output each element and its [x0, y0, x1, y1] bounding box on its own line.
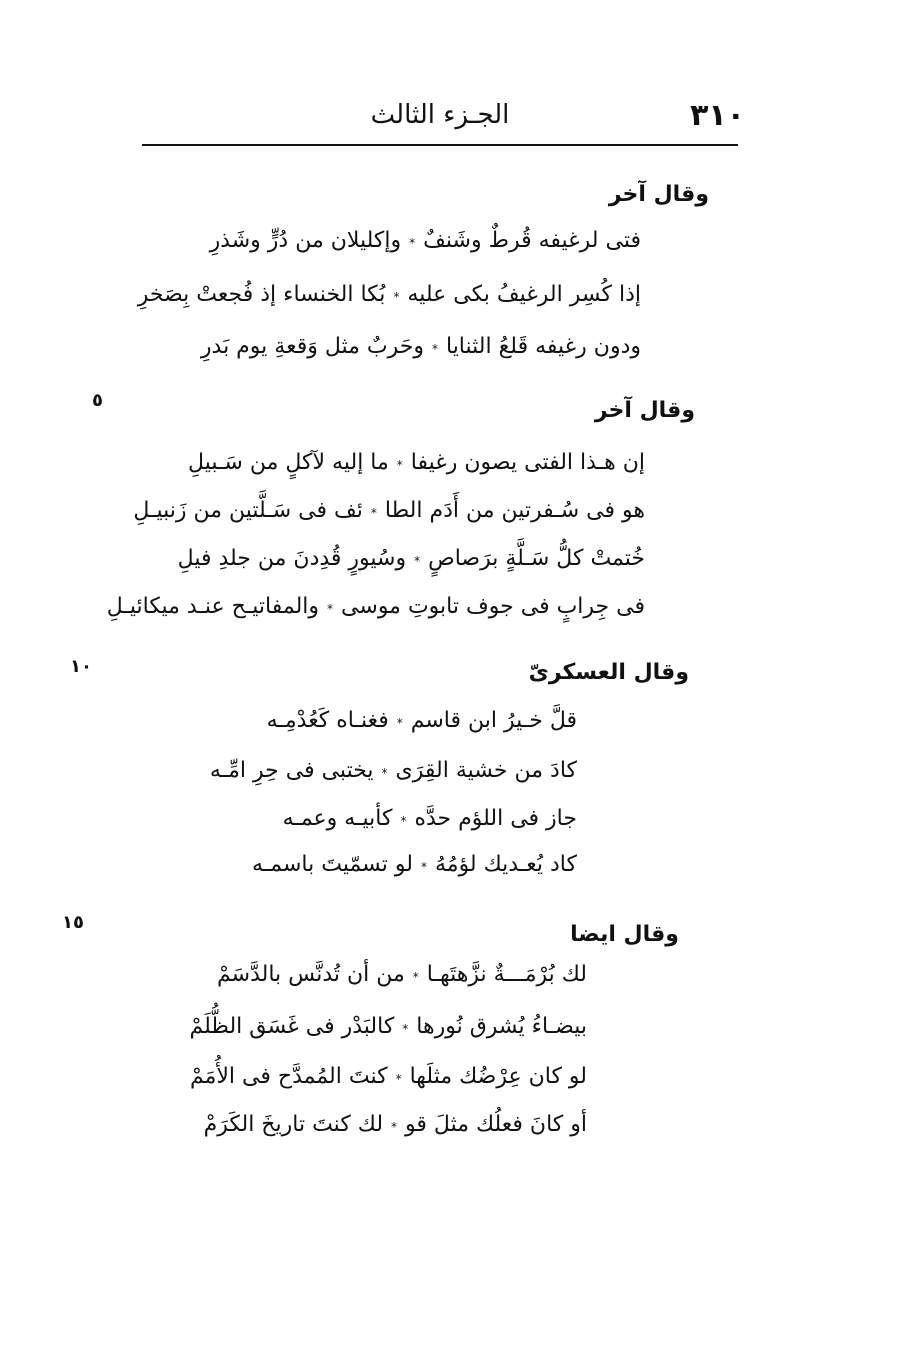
verse-separator: *	[327, 602, 334, 616]
verse-line	[107, 594, 645, 619]
verse-line	[217, 962, 587, 987]
hemistich-second: ئف فى سَـلَّتين من زَنبيـلِ	[133, 498, 363, 523]
verse-separator: *	[431, 342, 438, 356]
verse-line	[210, 228, 641, 253]
verse-line	[252, 852, 577, 877]
poem-intro: وقال آخر	[608, 182, 709, 207]
verse-separator: *	[396, 716, 403, 730]
hemistich-first: جاز فى اللؤم حدَّه	[414, 806, 577, 831]
hemistich-first: إن هـذا الفتى يصون رغيفا	[410, 450, 645, 475]
hemistich-second: لك كنتَ تاريخَ الكَرَمْ	[203, 1112, 384, 1137]
hemistich-first: فى جِرابٍ فى جوف تابوتِ موسى	[341, 594, 645, 619]
verse-separator: *	[381, 766, 388, 780]
margin-line-number: ٥	[92, 390, 103, 411]
poem-intro: وقال ايضا	[570, 922, 679, 947]
verse-line	[210, 758, 577, 783]
hemistich-second: من أن تُدنَّس بالدَّسَمْ	[217, 962, 405, 987]
poem-intro: وقال العسكرىّ	[528, 660, 689, 685]
verse-line	[133, 498, 645, 523]
margin-line-number: ١٠	[70, 656, 92, 677]
hemistich-first: بيضـاءُ يُشرق نُورها	[416, 1014, 587, 1039]
hemistich-first: كاد يُعـديك لؤمُهُ	[434, 852, 577, 877]
verse-separator: *	[370, 506, 377, 520]
verse-separator: *	[414, 554, 421, 568]
verse-line	[190, 1014, 588, 1039]
hemistich-first: أو كانَ فعلُك مثلَ قو	[405, 1112, 587, 1137]
hemistich-first: لك بُرْمَـــةٌ نزَّهتَهـا	[426, 962, 587, 987]
page-number: ٣١٠	[690, 98, 745, 133]
hemistich-first: هو فى سُـفرتين من أَدَم الطا	[384, 498, 645, 523]
verse-line	[178, 546, 645, 571]
hemistich-second: وحَربٌ مثل وَقعةِ يوم بَدرِ	[200, 334, 424, 359]
header-rule	[142, 144, 738, 146]
hemistich-second: يختبى فى حِرِ امِّـه	[209, 758, 374, 783]
hemistich-first: كادَ من خشية القِرَى	[395, 758, 577, 783]
verse-line	[188, 450, 645, 475]
margin-line-number: ١٥	[62, 912, 84, 933]
verse-separator: *	[391, 1120, 398, 1134]
verse-separator: *	[420, 860, 427, 874]
poem-intro: وقال آخر	[594, 398, 695, 423]
verse-line	[138, 282, 641, 307]
verse-line	[190, 1064, 587, 1089]
hemistich-second: لو تسمّيتَ باسمـه	[252, 852, 413, 877]
verse-separator: *	[395, 1072, 402, 1086]
hemistich-first: ودون رغيفه قَلعُ الثنايا	[445, 334, 641, 359]
hemistich-first: فتى لرغيفه قُرطٌ وشَنفٌ	[423, 228, 641, 253]
hemistich-second: كأبيـه وعمـه	[282, 806, 393, 831]
verse-line	[204, 1112, 587, 1137]
hemistich-first: إذا كُسِر الرغيفُ بكى عليه	[407, 282, 641, 307]
hemistich-second: والمفاتيـح عنـد ميكائيـلِ	[106, 594, 320, 619]
verse-separator: *	[396, 458, 403, 472]
hemistich-second: وإكليلان من دُرٍّ وشَذرِ	[209, 228, 402, 253]
verse-separator: *	[402, 1022, 409, 1036]
hemistich-first: لو كان عِرْضُك مثلَها	[409, 1064, 587, 1089]
running-head: الجـزء الثالث	[370, 100, 510, 130]
hemistich-second: فغنـاه كَعُدْمِـه	[266, 708, 389, 733]
verse-separator: *	[409, 236, 416, 250]
verse-line	[283, 806, 577, 831]
verse-separator: *	[393, 290, 400, 304]
hemistich-second: كنتَ المُمدَّح فى الأُمَمْ	[189, 1064, 388, 1089]
hemistich-second: كالبَدْر فى غَسَق الظُّلَمْ	[189, 1014, 395, 1039]
hemistich-second: وسُيورٍ قُدِدنَ من جلدِ فيلِ	[177, 546, 407, 571]
hemistich-second: ما إليه لآكلٍ من سَـبيلِ	[188, 450, 389, 475]
hemistich-second: بُكا الخنساء إذ فُجعتْ بِصَخرِ	[137, 282, 386, 307]
verse-line	[201, 334, 641, 359]
verse-line	[267, 708, 577, 733]
verse-separator: *	[412, 970, 419, 984]
hemistich-first: خُتمتْ كلُّ سَـلَّةٍ برَصاصٍ	[428, 546, 645, 571]
verse-separator: *	[400, 814, 407, 828]
hemistich-first: قلَّ خـيرُ ابن قاسم	[410, 708, 577, 733]
